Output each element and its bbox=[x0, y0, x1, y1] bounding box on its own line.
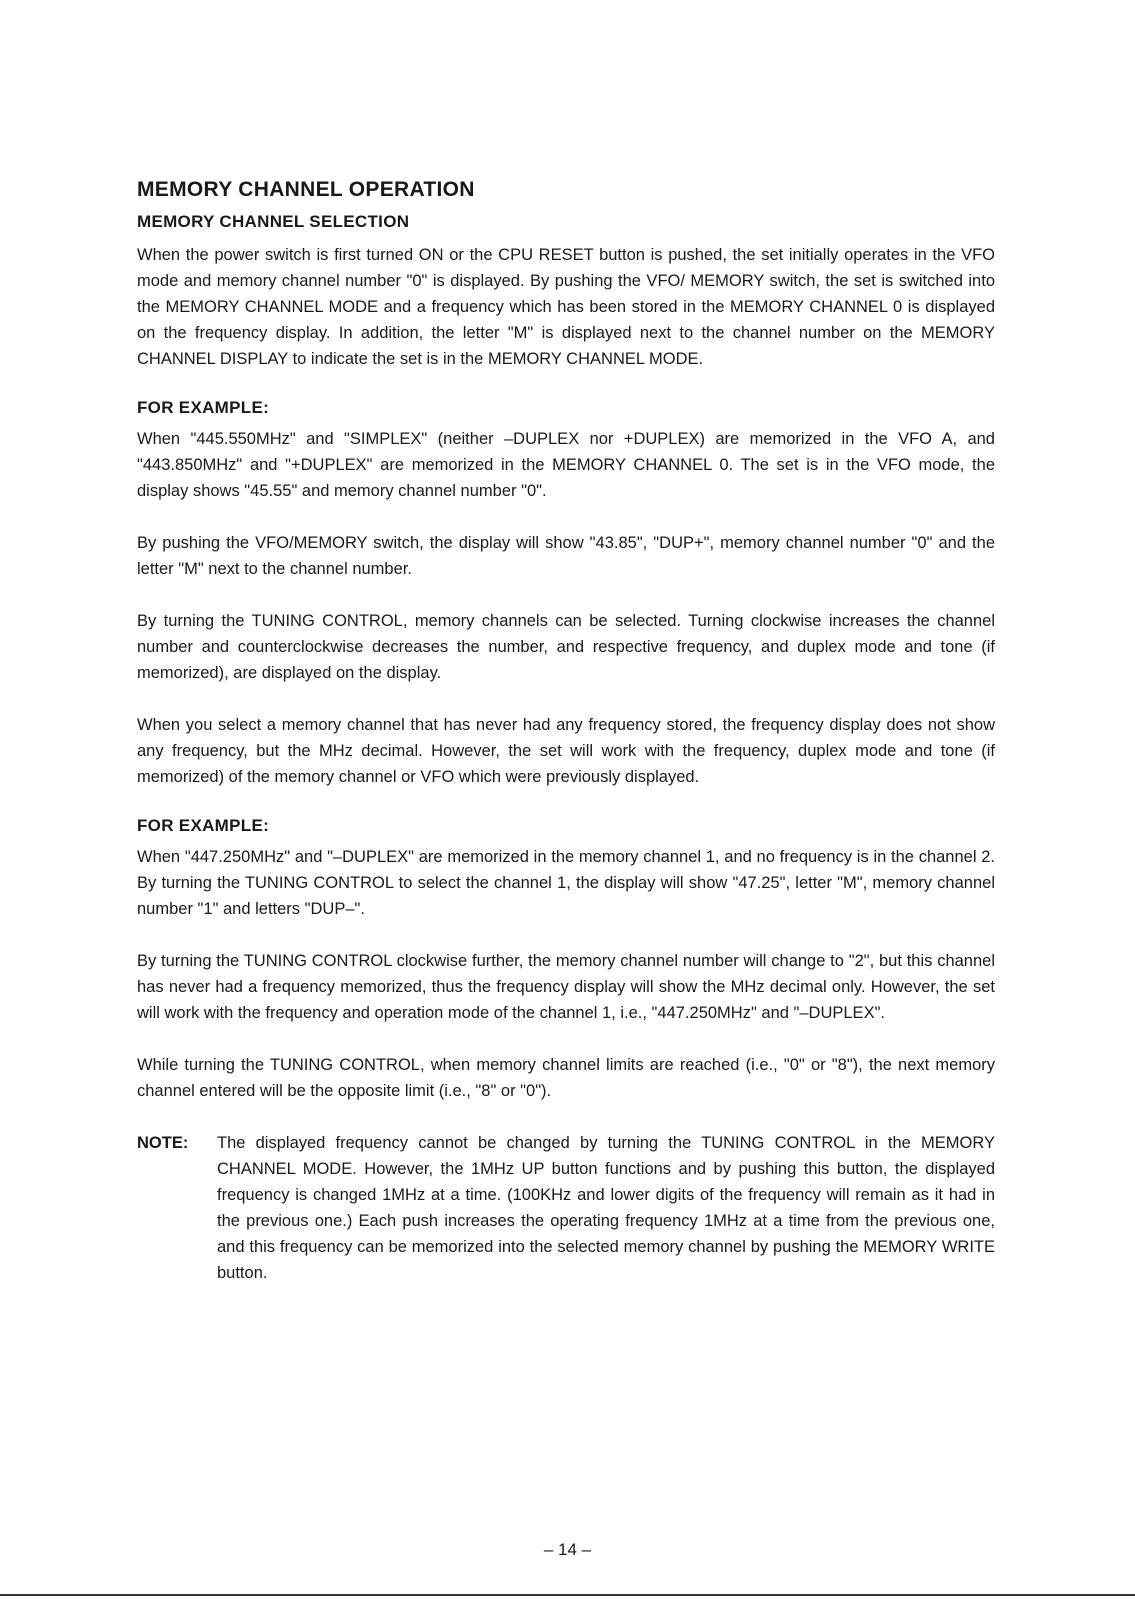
intro-paragraph: When the power switch is first turned ON or the CPU RESET button is pushed, the set initially operates in the VFO mode and memory channel number "0" is displayed. By pushing the VFO/ MEMORY switch, the set is switched into the MEMORY CHANNEL MODE and a frequency which has been stored in the MEMORY CHANNEL 0 is displayed on the frequency display. In addition, the letter "M" is displayed next to the channel number on the MEMORY CHANNEL DISPLAY to indicate the set is in the MEMORY CHANNEL MODE. bbox=[137, 246, 995, 368]
example1-paragraph-4: When you select a memory channel that has never had any frequency stored, the frequency display does not show any frequency, but the MHz decimal. However, the set will work with the frequency, duplex mode and tone (if memorized) of the memory channel or VFO which were previously displayed. bbox=[137, 716, 995, 786]
subsection-title: MEMORY CHANNEL SELECTION bbox=[137, 212, 410, 231]
note-block bbox=[137, 1130, 995, 1286]
example1-paragraph-3: By turning the TUNING CONTROL, memory channels can be selected. Turning clockwise increases the channel number and counterclockwise decreases the number, and respective frequency, and duplex mode and tone (if memorized), are displayed on the display. bbox=[137, 612, 995, 682]
section-title: MEMORY CHANNEL OPERATION bbox=[137, 178, 475, 201]
example1-paragraph-1: When "445.550MHz" and "SIMPLEX" (neither –DUPLEX nor +DUPLEX) are memorized in the VFO A, and "443.850MHz" and "+DUPLEX" are memorized in the MEMORY CHANNEL 0. The set is in the VFO mode, the display shows "45.55" and memory channel number "0". bbox=[137, 430, 995, 500]
bottom-rule bbox=[0, 1594, 1135, 1596]
page-number: – 14 – bbox=[543, 1540, 592, 1559]
example-heading-1: FOR EXAMPLE: bbox=[137, 398, 270, 417]
note-text: The displayed frequency cannot be changed by turning the TUNING CONTROL in the MEMORY CHANNEL MODE. However, the 1MHz UP button functions and by pushing this button, the displayed frequency is changed 1MHz at a time. (100KHz and lower digits of the frequency will remain as it had in the previous one.) Each push increases the operating frequency 1MHz at a time from the previous one, and this frequency can be memorized into the selected memory channel by pushing the MEMORY WRITE button. bbox=[217, 1134, 995, 1282]
example2-paragraph-3: While turning the TUNING CONTROL, when memory channel limits are reached (i.e., "0" or "8"), the next memory channel entered will be the opposite limit (i.e., "8" or "0"). bbox=[137, 1056, 995, 1100]
example-heading-2: FOR EXAMPLE: bbox=[137, 816, 270, 835]
document-page bbox=[137, 170, 995, 1286]
example2-paragraph-1: When "447.250MHz" and "–DUPLEX" are memorized in the memory channel 1, and no frequency is in the channel 2. By turning the TUNING CONTROL to select the channel 1, the display will show "47.25", letter "M", memory channel number "1" and letters "DUP–". bbox=[137, 848, 995, 918]
note-label: NOTE: bbox=[137, 1134, 189, 1152]
example1-paragraph-2: By pushing the VFO/MEMORY switch, the display will show "43.85", "DUP+", memory channel number "0" and the letter "M" next to the channel number. bbox=[137, 534, 995, 578]
example2-paragraph-2: By turning the TUNING CONTROL clockwise further, the memory channel number will change to "2", but this channel has never had a frequency memorized, thus the frequency display will show the MHz decimal only. However, the set will work with the frequency and operation mode of the channel 1, i.e., "447.250MHz" and "–DUPLEX". bbox=[137, 952, 995, 1022]
